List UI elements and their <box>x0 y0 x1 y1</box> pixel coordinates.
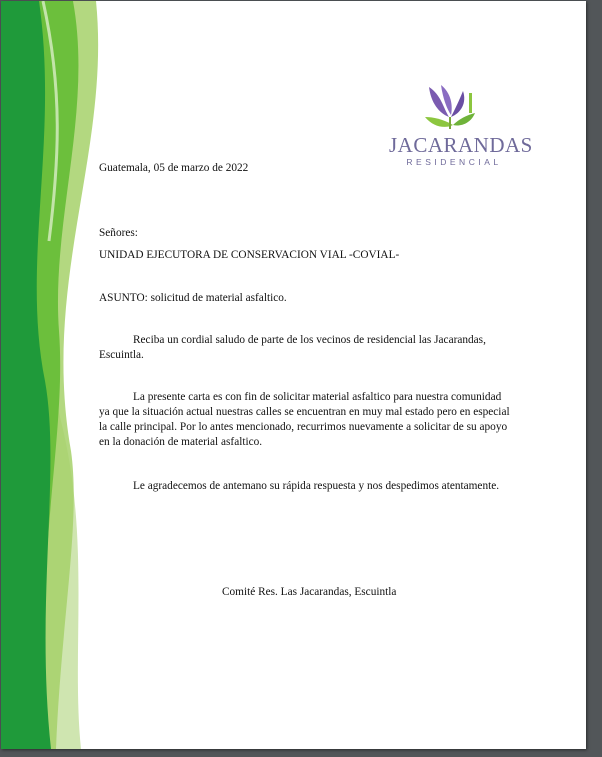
date-line: Guatemala, 05 de marzo de 2022 <box>99 162 249 174</box>
subject-line: ASUNTO: solicitud de material asfaltico. <box>99 292 287 304</box>
jacarandas-logo <box>389 83 533 173</box>
paragraph-greeting: Reciba un cordial saludo de parte de los vecinos de residencial las Jacarandas, Escuintla. <box>99 334 486 361</box>
wave-dark <box>1 1 51 749</box>
green-wave-decoration <box>1 1 121 749</box>
logo-subtitle: RESIDENCIAL <box>406 157 502 167</box>
salutation: Señores: <box>99 227 138 239</box>
logo-name: JACARANDAS <box>389 133 533 157</box>
recipient: UNIDAD EJECUTORA DE CONSERVACION VIAL -COVIAL- <box>99 249 400 261</box>
paragraph-closing: Le agradecemos de antemano su rápida respuesta y nos despedimos atentamente. <box>133 480 500 492</box>
paragraph-request: La presente carta es con fin de solicitar material asfaltico para nuestra comunidad ya que la situación actual nuestras calles se encuentran en muy mal estado pero en especial la calle principal. Por lo antes mencionado, recurrimos nuevamente a solicitar de su apoyo en la donación de material asfaltico. <box>99 391 510 448</box>
document-page <box>1 1 586 749</box>
signature: Comité Res. Las Jacarandas, Escuintla <box>222 586 397 598</box>
flower-icon <box>419 83 481 133</box>
